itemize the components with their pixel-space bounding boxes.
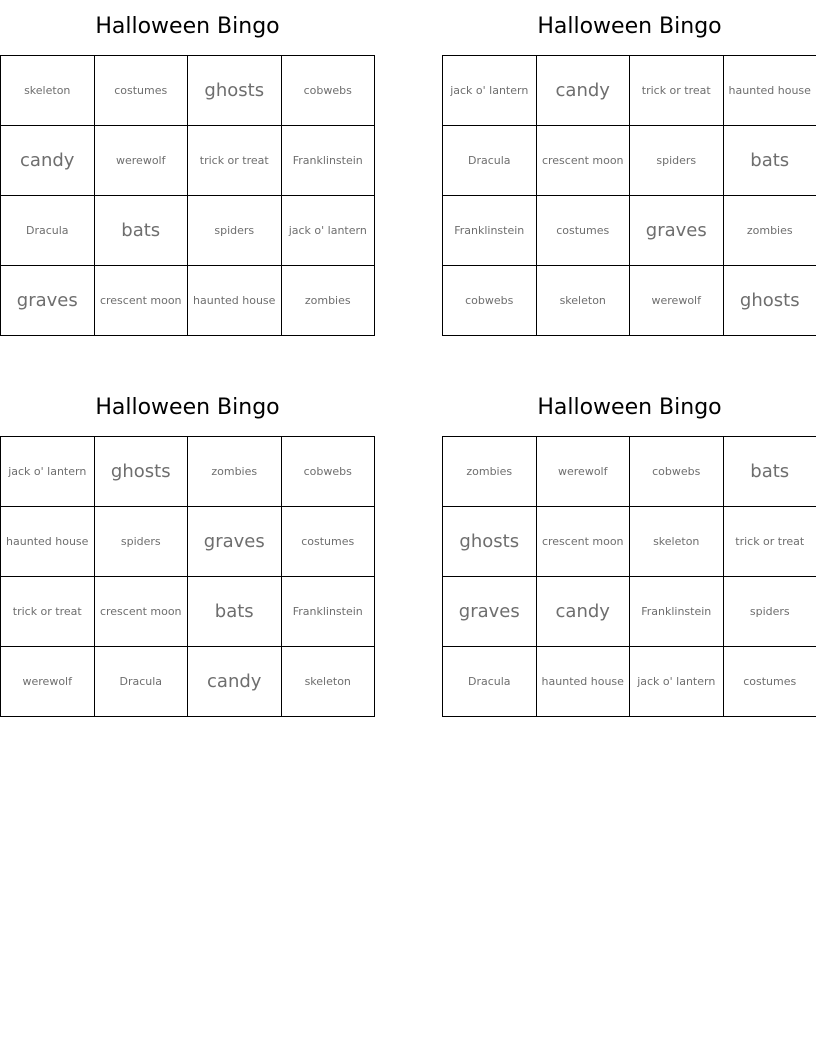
bingo-cell: bats: [723, 437, 816, 507]
bingo-cell: candy: [1, 126, 95, 196]
bingo-cell: bats: [188, 577, 282, 647]
bingo-cell: Dracula: [1, 196, 95, 266]
bingo-cell: Dracula: [443, 126, 537, 196]
bingo-cell: Franklinstein: [281, 577, 375, 647]
bingo-cell: candy: [536, 577, 630, 647]
bingo-cell: costumes: [281, 507, 375, 577]
bingo-cell: graves: [443, 577, 537, 647]
bingo-cell: trick or treat: [1, 577, 95, 647]
bingo-cell: zombies: [281, 266, 375, 336]
card-title: Halloween Bingo: [537, 14, 722, 39]
bingo-cell: costumes: [536, 196, 630, 266]
bingo-cell: Dracula: [94, 647, 188, 717]
bingo-cell: haunted house: [723, 56, 816, 126]
bingo-cell: crescent moon: [94, 577, 188, 647]
bingo-cell: crescent moon: [536, 126, 630, 196]
bingo-cell: costumes: [94, 56, 188, 126]
bingo-cell: werewolf: [630, 266, 724, 336]
card-title: Halloween Bingo: [95, 14, 280, 39]
bingo-cell: ghosts: [723, 266, 816, 336]
bingo-cell: Franklinstein: [630, 577, 724, 647]
bingo-cell: jack o' lantern: [630, 647, 724, 717]
bingo-cell: jack o' lantern: [1, 437, 95, 507]
card-title: Halloween Bingo: [537, 395, 722, 420]
bingo-grid: [442, 436, 816, 717]
bingo-cell: cobwebs: [630, 437, 724, 507]
bingo-cell: zombies: [723, 196, 816, 266]
bingo-grid: [0, 55, 375, 336]
bingo-cell: zombies: [188, 437, 282, 507]
bingo-cell: candy: [536, 56, 630, 126]
bingo-cell: werewolf: [1, 647, 95, 717]
bingo-cell: cobwebs: [443, 266, 537, 336]
bingo-cell: crescent moon: [536, 507, 630, 577]
bingo-cell: Franklinstein: [281, 126, 375, 196]
bingo-cell: trick or treat: [723, 507, 816, 577]
bingo-cell: trick or treat: [188, 126, 282, 196]
bingo-cell: haunted house: [536, 647, 630, 717]
bingo-cell: graves: [630, 196, 724, 266]
bingo-cell: jack o' lantern: [281, 196, 375, 266]
bingo-cell: ghosts: [94, 437, 188, 507]
bingo-cell: spiders: [630, 126, 724, 196]
bingo-cell: jack o' lantern: [443, 56, 537, 126]
bingo-cell: spiders: [94, 507, 188, 577]
bingo-cell: ghosts: [443, 507, 537, 577]
bingo-cell: skeleton: [630, 507, 724, 577]
bingo-cell: haunted house: [188, 266, 282, 336]
bingo-cell: werewolf: [536, 437, 630, 507]
bingo-cell: skeleton: [536, 266, 630, 336]
bingo-cell: spiders: [188, 196, 282, 266]
bingo-cell: trick or treat: [630, 56, 724, 126]
bingo-cell: crescent moon: [94, 266, 188, 336]
bingo-grid: [442, 55, 816, 336]
bingo-cell: Franklinstein: [443, 196, 537, 266]
bingo-cell: haunted house: [1, 507, 95, 577]
bingo-cell: skeleton: [281, 647, 375, 717]
card-title: Halloween Bingo: [95, 395, 280, 420]
bingo-cell: cobwebs: [281, 437, 375, 507]
bingo-cell: costumes: [723, 647, 816, 717]
bingo-cell: zombies: [443, 437, 537, 507]
bingo-cell: spiders: [723, 577, 816, 647]
bingo-cell: graves: [1, 266, 95, 336]
bingo-grid: [0, 436, 375, 717]
bingo-cell: Dracula: [443, 647, 537, 717]
bingo-cell: bats: [723, 126, 816, 196]
bingo-cell: werewolf: [94, 126, 188, 196]
bingo-cell: cobwebs: [281, 56, 375, 126]
bingo-cell: bats: [94, 196, 188, 266]
bingo-cell: graves: [188, 507, 282, 577]
bingo-cell: ghosts: [188, 56, 282, 126]
bingo-cell: candy: [188, 647, 282, 717]
bingo-cell: skeleton: [1, 56, 95, 126]
